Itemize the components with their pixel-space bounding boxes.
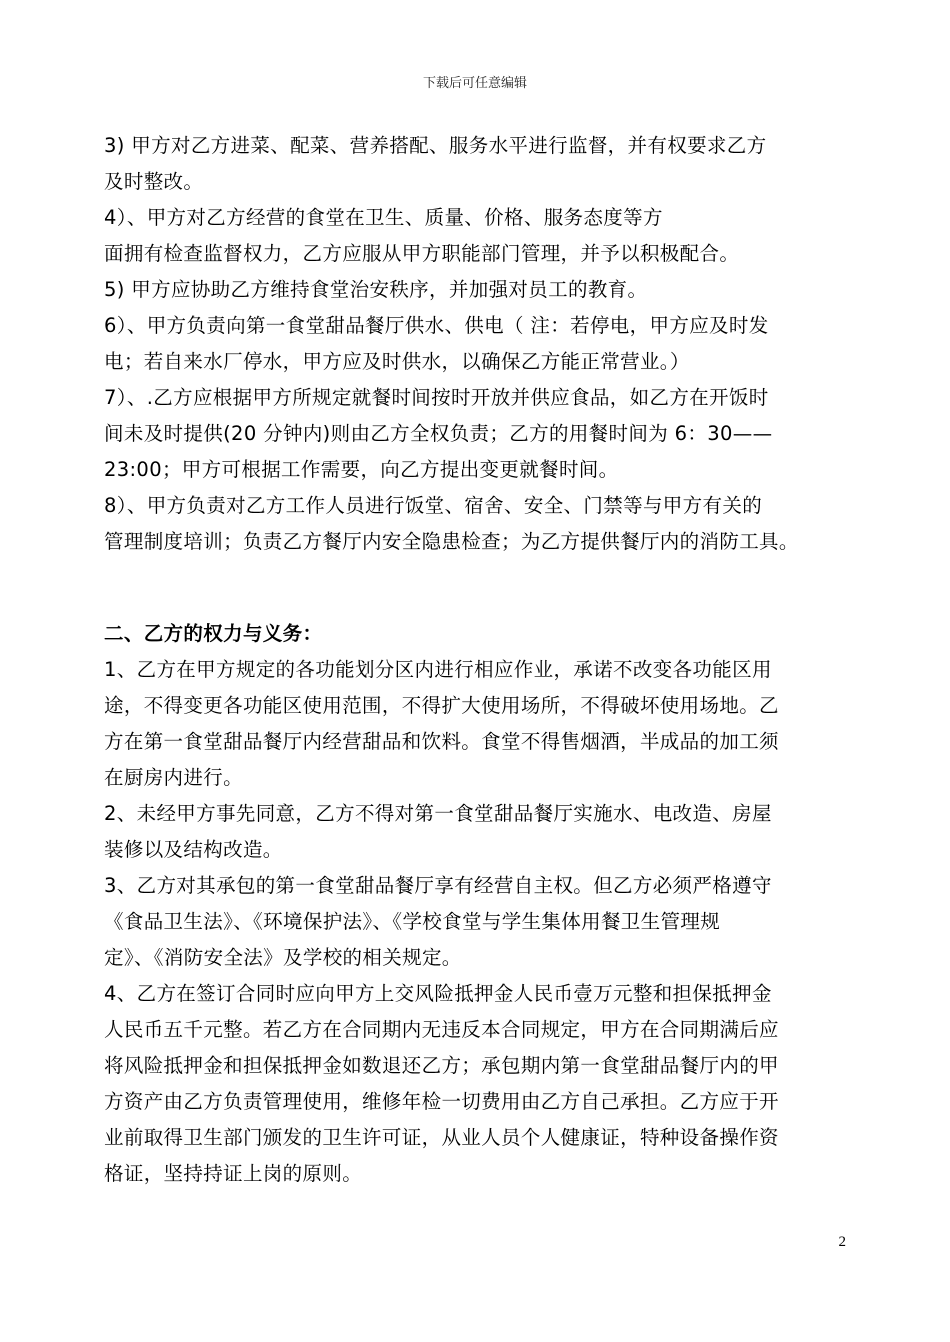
text-line: 23:00；甲方可根据工作需要，向乙方提出变更就餐时间。 [104, 458, 619, 481]
text-line: 定》、《消防安全法》及学校的相关规定。 [104, 946, 462, 969]
text-line: 管理制度培训；负责乙方餐厅内安全隐患检查；为乙方提供餐厅内的消防工具。 [104, 530, 799, 553]
text-line: 在厨房内进行。 [104, 766, 243, 789]
text-line: 方资产由乙方负责管理使用，维修年检一切费用由乙方自己承担。乙方应于开 [104, 1090, 779, 1113]
text-line: 3) 甲方对乙方进菜、配菜、营养搭配、服务水平进行监督，并有权要求乙方 [104, 134, 767, 157]
section-party-a-duties [104, 128, 864, 560]
text-line: 7）、.乙方应根据甲方所规定就餐时间按时开放并供应食品，如乙方在开饭时 [104, 386, 769, 409]
text-line: 4）、甲方对乙方经营的食堂在卫生、质量、价格、服务态度等方 [104, 206, 663, 229]
text-line: 2、未经甲方事先同意，乙方不得对第一食堂甜品餐厅实施水、电改造、房屋 [104, 802, 772, 825]
text-line: 5) 甲方应协助乙方维持食堂治安秩序，并加强对员工的教育。 [104, 278, 648, 301]
text-line: 6）、甲方负责向第一食堂甜品餐厅供水、供电（ 注：若停电，甲方应及时发 [104, 314, 769, 337]
section-spacer [104, 560, 864, 616]
text-line: 电；若自来水厂停水，甲方应及时供水，以确保乙方能正常营业。） [104, 350, 690, 373]
text-line: 《食品卫生法》、《环境保护法》、《学校食堂与学生集体用餐卫生管理规 [104, 910, 721, 933]
text-line: 人民币五千元整。若乙方在合同期内无违反本合同规定，甲方在合同期满后应 [104, 1018, 779, 1041]
text-line: 业前取得卫生部门颁发的卫生许可证，从业人员个人健康证，特种设备操作资 [104, 1126, 779, 1149]
text-line: 格证，坚持持证上岗的原则。 [104, 1162, 363, 1185]
text-line: 途，不得变更各功能区使用范围，不得扩大使用场所，不得破坏使用场地。乙 [104, 694, 779, 717]
text-line: 8）、甲方负责对乙方工作人员进行饭堂、宿舍、安全、门禁等与甲方有关的 [104, 494, 763, 517]
section-party-b-rights [104, 616, 864, 1192]
document-body [104, 128, 864, 1192]
text-line: 装修以及结构改造。 [104, 838, 283, 861]
text-line: 将风险抵押金和担保抵押金如数退还乙方；承包期内第一食堂甜品餐厅内的甲 [104, 1054, 779, 1077]
page-header: 下载后可任意编辑 [422, 76, 527, 91]
text-line: 1、乙方在甲方规定的各功能划分区内进行相应作业，承诺不改变各功能区用 [104, 658, 772, 681]
text-line: 及时整改。 [104, 170, 204, 193]
section-heading: 二、乙方的权力与义务： [104, 622, 323, 645]
text-line: 4、乙方在签订合同时应向甲方上交风险抵押金人民币壹万元整和担保抵押金 [104, 982, 772, 1005]
page-number: 2 [838, 1234, 846, 1250]
text-line: 方在第一食堂甜品餐厅内经营甜品和饮料。食堂不得售烟酒，半成品的加工须 [104, 730, 779, 753]
text-line: 面拥有检查监督权力，乙方应服从甲方职能部门管理，并予以积极配合。 [104, 242, 740, 265]
text-line: 3、乙方对其承包的第一食堂甜品餐厅享有经营自主权。但乙方必须严格遵守 [104, 874, 772, 897]
text-line: 间未及时提供(20 分钟内)则由乙方全权负责；乙方的用餐时间为 6：30—— [104, 422, 773, 445]
